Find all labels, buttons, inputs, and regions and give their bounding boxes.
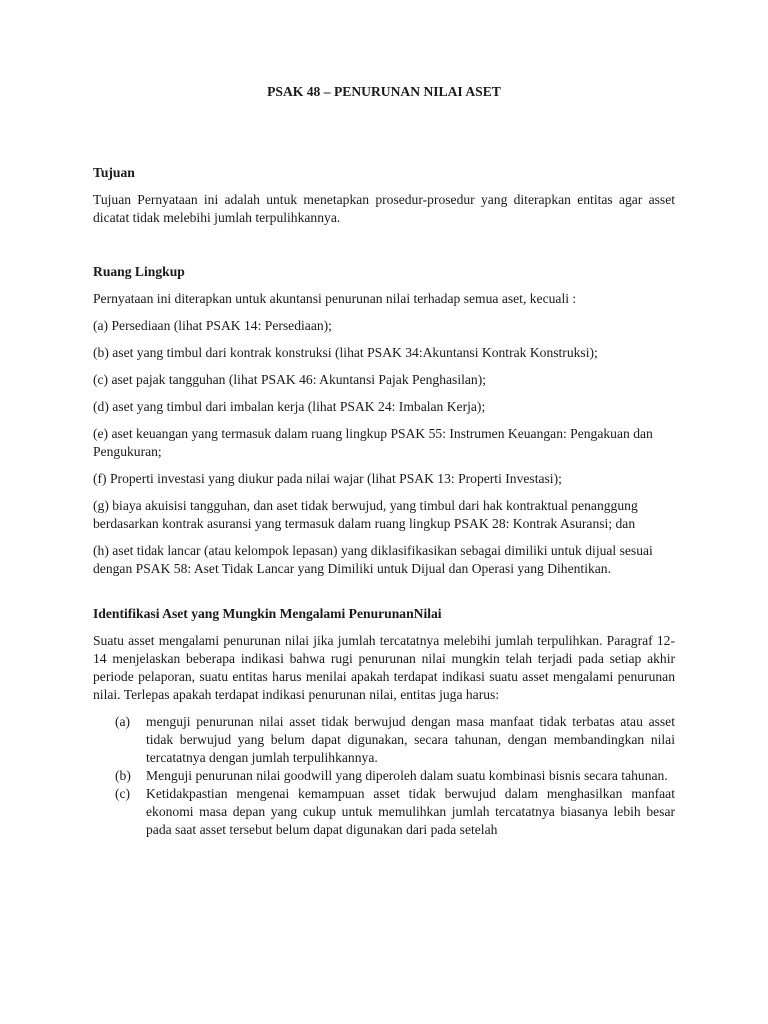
list-item: (g) biaya akuisisi tangguhan, dan aset tidak berwujud, yang timbul dari hak kontraktual penanggung berdasarkan kontrak asuransi yang termasuk dalam ruang lingkup PSAK 28: Kontrak Asuransi; dan <box>93 498 638 531</box>
paragraph-ruang-lingkup-intro: Pernyataan ini diterapkan untuk akuntansi penurunan nilai terhadap semua aset, kecuali : <box>93 291 577 306</box>
section-ruang-lingkup <box>93 263 675 578</box>
paragraph-identifikasi: Suatu asset mengalami penurunan nilai jika jumlah tercatatnya melebihi jumlah terpulihkan. Paragraf 12-14 menjelaskan beberapa indikasi bahwa rugi penurunan nilai mungkin telah terjadi pada setiap akhir periode pelaporan, suatu entitas harus menilai apakah terdapat indikasi suatu asset mengalami penurunan nilai. Terlepas apakah terdapat indikasi penurunan nilai, entitas juga harus: <box>93 633 675 702</box>
list-item-text: menguji penurunan nilai asset tidak berwujud dengan masa manfaat tidak terbatas atau asset tidak berwujud yang belum dapat digunakan, secara tahunan, dengan membandingkan nilai tercatatnya dengan jumlah terpulihkannya. <box>146 714 675 765</box>
list-item: (c) aset pajak tangguhan (lihat PSAK 46: Akuntansi Pajak Penghasilan); <box>93 372 487 387</box>
section-tujuan <box>93 164 675 227</box>
heading-ruang-lingkup: Ruang Lingkup <box>93 264 185 279</box>
list-item: (d) aset yang timbul dari imbalan kerja (lihat PSAK 24: Imbalan Kerja); <box>93 399 486 414</box>
list-item: (f) Properti investasi yang diukur pada nilai wajar (lihat PSAK 13: Properti Investasi); <box>93 471 562 486</box>
list-item: (a) Persediaan (lihat PSAK 14: Persediaan); <box>93 318 332 333</box>
heading-tujuan: Tujuan <box>93 165 135 180</box>
list-item-text: Menguji penurunan nilai goodwill yang diperoleh dalam suatu kombinasi bisnis secara tahunan. <box>146 768 668 783</box>
section-identifikasi <box>93 605 675 839</box>
document-title: PSAK 48 – PENURUNAN NILAI ASET <box>267 84 501 99</box>
list-item-label: (b) <box>115 768 131 783</box>
list-item: (e) aset keuangan yang termasuk dalam ruang lingkup PSAK 55: Instrumen Keuangan: Pengakuan dan Pengukuran; <box>93 426 653 459</box>
list-item-label: (a) <box>115 714 131 729</box>
list-item-text: Ketidakpastian mengenai kemampuan asset tidak berwujud dalam menghasilkan manfaat ekonomi masa depan yang cukup untuk memulihkan jumlah tercatatnya biasanya lebih besar pada saat asset tersebut belum dapat digunakan dari pada setelah <box>146 786 675 837</box>
paragraph-tujuan: Tujuan Pernyataan ini adalah untuk menetapkan prosedur-prosedur yang diterapkan entitas agar asset dicatat tidak melebihi jumlah terpulihkannya. <box>93 192 675 225</box>
list-item <box>93 713 675 767</box>
list-item <box>93 785 675 839</box>
list-item: (b) aset yang timbul dari kontrak konstruksi (lihat PSAK 34:Akuntansi Kontrak Konstruksi); <box>93 345 598 360</box>
list-item <box>93 767 675 785</box>
list-item: (h) aset tidak lancar (atau kelompok lepasan) yang diklasifikasikan sebagai dimiliki untuk dijual sesuai dengan PSAK 58: Aset Tidak Lancar yang Dimiliki untuk Dijual dan Operasi yang Dihentikan. <box>93 543 653 576</box>
identifikasi-list <box>93 713 675 839</box>
heading-identifikasi: Identifikasi Aset yang Mungkin Mengalami PenurunanNilai <box>93 606 442 621</box>
list-item-label: (c) <box>115 786 131 801</box>
